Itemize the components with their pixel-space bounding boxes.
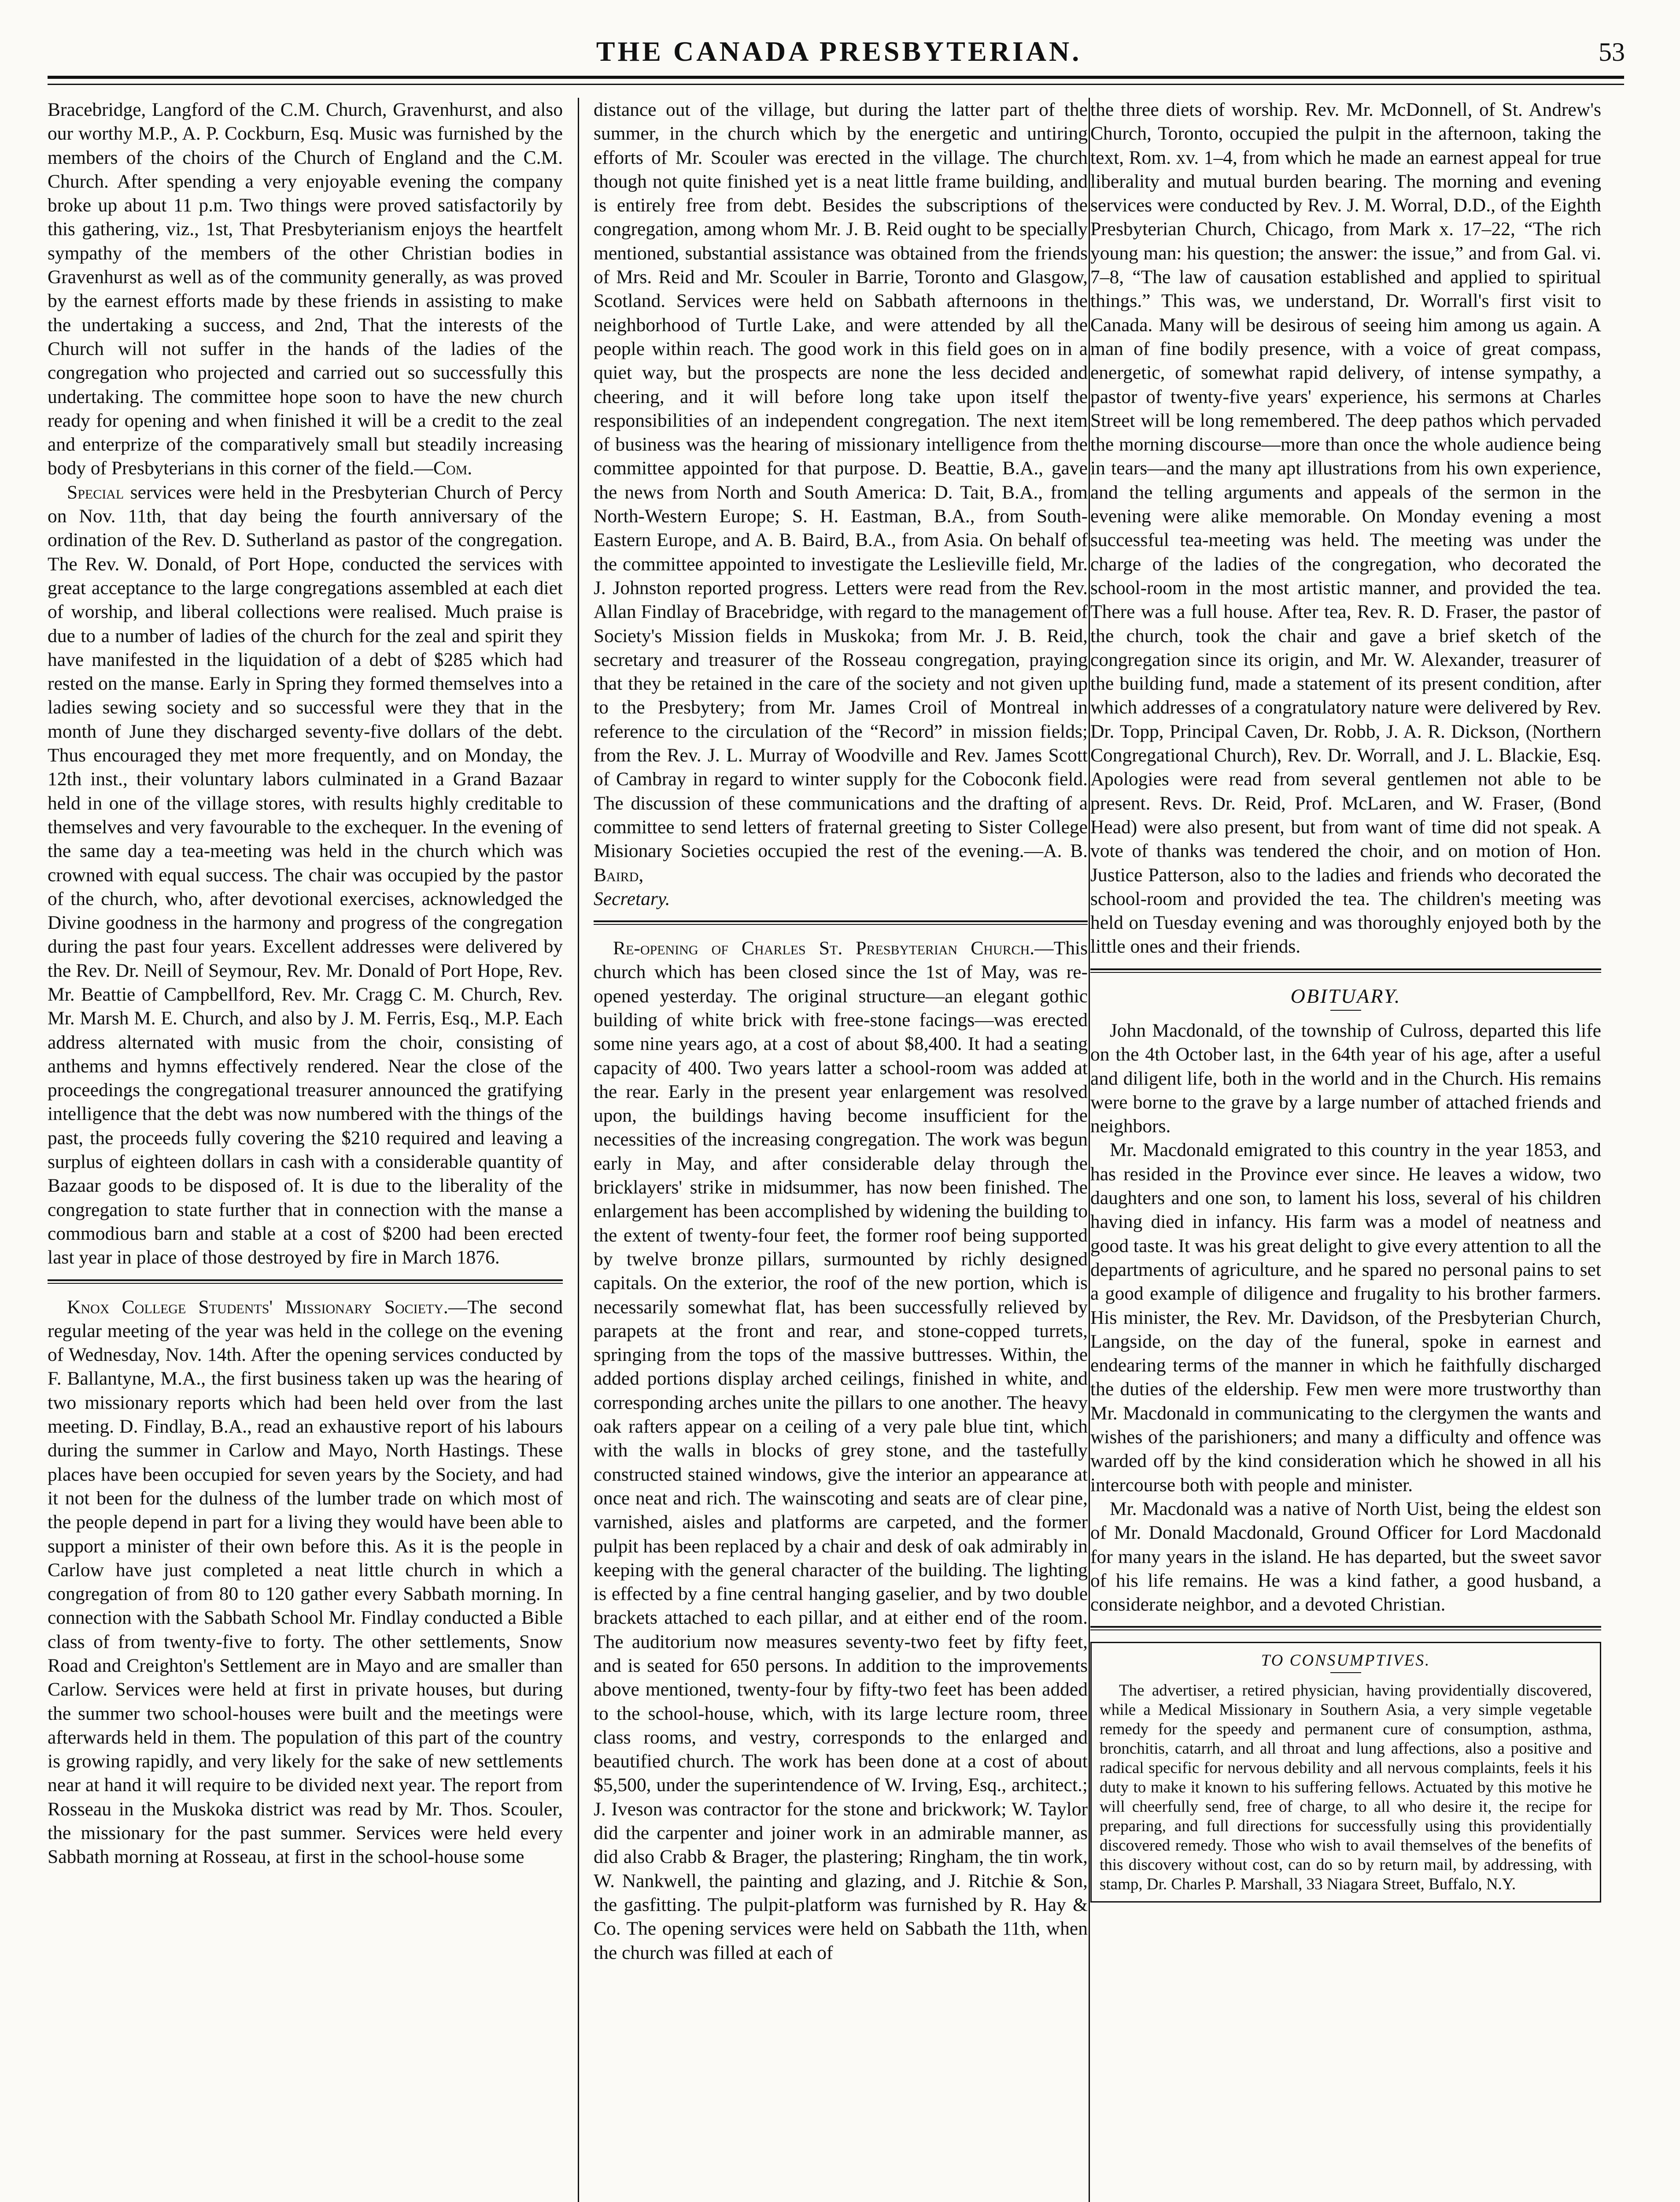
article-separator — [48, 1279, 563, 1284]
obituary-heading: OBITUARY. — [1290, 984, 1401, 1007]
obituary-paragraph: Mr. Macdonald emigrated to this country in the year 1853, and has resided in the Province ever since. He leaves a widow, two daughters and one son, to lament his loss, several of his children having died in infancy. His farm was a model of neatness and good taste. It was his great delight to give every attention to all the departments of agriculture, and he spared no personal pains to set a good example of diligence and frugality to his brother farmers. His minister, the Rev. Mr. Davidson, of the Presbyterian Church, Langside, on the day of the funeral, spoke in earnest and endearing terms of the manner in which he faithfully discharged the duties of the eldership. Few men were more trustworthy than Mr. Macdonald in communicating to the clergymen the wants and wishes of the parishioners; and many a difficulty and offence was warded off by the kind consideration which he showed in all his intercourse both with people and minister. — [1090, 1139, 1601, 1496]
article-paragraph: the three diets of worship. Rev. Mr. McDonnell, of St. Andrew's Church, Toronto, occupied the pulpit in the afternoon, taking the text, Rom. xv. 1–4, from which he made an earnest appeal for true liberality and mutual burden bearing. The morning and evening services were conducted by Rev. J. M. Worral, D.D., of the Eighth Presbyterian Church, Chicago, from Mark x. 17–22, “The rich young man: his question; the answer: the issue,” and from Gal. vi. 7–8, “The law of causation established and applied to spiritual things.” This was, we understand, Dr. Worrall's first visit to Canada. Many will be desirous of seeing him among us again. A man of fine bodily presence, with a voice of great compass, energetic, of somewhat rapid delivery, of intense sympathy, a pastor of twenty-five years' experience, his sermons at Charles Street will be long remembered. The deep pathos which pervaded the morning discourse—more than once the whole audience being in tears—and the many apt illustrations from his own experience, and the telling arguments and appeals of the sermon in the evening were alike memorable. On Monday evening a most successful tea-meeting was held. The meeting was under the charge of the ladies of the congregation, who decorated the school-room in the most artistic manner, and provided the tea. There was a full house. After tea, Rev. R. D. Fraser, the pastor of the church, took the chair and gave a brief sketch of the congregation since its origin, and Mr. W. Alexander, treasurer of the building fund, made a statement of its present condition, after which addresses of a congratulatory nature were delivered by Rev. Dr. Topp, Principal Caven, Dr. Robb, J. A. R. Dickson, (Northern Congregational Church), Rev. Dr. Worrall, and J. L. Blackie, Esq. Apologies were read from several gentlemen not able to be present. Revs. Dr. Reid, Prof. McLaren, and W. Fraser, (Bond Head) were also present, but from want of time did not speak. A vote of thanks was tendered the choir, and on motion of Hon. Justice Patterson, also to the ladies and friends who decorated the school-room and provided the tea. The children's meeting was held on Tuesday evening and was thoroughly enjoyed both by the little ones and their friends. — [1090, 99, 1601, 957]
column-3 — [1090, 98, 1601, 2202]
article-signature: A. B. Baird, — [594, 840, 1088, 886]
advertisement-heading: TO CONSUMPTIVES. — [1261, 1652, 1431, 1670]
masthead-rule-thin — [48, 84, 1624, 85]
article-heading: Re-opening of Charles St. Presbyterian Church. — [613, 938, 1035, 959]
advertisement-text: The advertiser, a retired physician, having providentially discovered, while a Medical Missionary in Southern Asia, a very simple vegetable remedy for the speedy and permanent cure of consumption, asthma, bronchitis, catarrh, and all throat and lung affections, also a positive and radical specific for nervous debility and all nervous complaints, feels it his duty to make it known to his suffering fellows. Actuated by this motive he will cheerfully send, free of charge, to all who desire it, the recipe for preparing, and full directions for successfully using this providentially discovered remedy. Those who wish to avail themselves of the benefits of this discovery without cost, can do so by return mail, by addressing, with stamp, Dr. Charles P. Marshall, 33 Niagara Street, Buffalo, N.Y. — [1100, 1681, 1592, 1894]
article-signature: Com. — [433, 458, 473, 479]
article-separator — [1090, 968, 1601, 973]
obituary-paragraph: John Macdonald, of the township of Culross, departed this life on the 4th October last, in the 64th year of his age, after a useful and diligent life, both in the world and in the Church. His remains were borne to the grave by a large number of attached friends and neighbors. — [1090, 1020, 1601, 1137]
page-number: 53 — [1599, 37, 1625, 67]
heading-rule — [1330, 1672, 1361, 1673]
article-separator — [594, 920, 1088, 925]
article-paragraph — [48, 98, 563, 480]
article-paragraph — [594, 98, 1088, 911]
article-paragraph — [594, 936, 1088, 1965]
column-divider-left — [578, 98, 579, 2202]
article-text: distance out of the village, but during the latter part of the summer, in the church which by the energetic and untiring efforts of Mr. Scouler was erected in the village. The church though not quite finished yet is a neat little frame building, and is entirely free from debt. Besides the subscriptions of the congregation, among whom Mr. J. B. Reid ought to be specially mentioned, substantial assistance was obtained from the friends of Mrs. Reid and Mr. Scouler in Barrie, Toronto and Glasgow, Scotland. Services were held on Sabbath afternoons in the neighborhood of Turtle Lake, and were attended by all the people within reach. The good work in this field goes on in a quiet way, but the prospects are none the less decided and cheering, and it will before long take upon itself the responsibilities of an independent congregation. The next item of business was the hearing of missionary intelligence from the committee appointed for that purpose. D. Beattie, B.A., gave the news from North and South America: D. Tait, B.A., from North-Western Europe; S. H. Eastman, B.A., from South-Eastern Europe, and A. B. Baird, B.A., from Asia. On behalf of the committee appointed to investigate the Leslieville field, Mr. J. Johnston reported progress. Letters were read from the Rev. Allan Findlay of Bracebridge, with regard to the management of Society's Mission fields in Muskoka; from Mr. J. B. Reid, secretary and treasurer of the Rosseau congregation, praying that they be retained in the care of the society and not given up to the Presbytery; from Mr. James Croil of Montreal in reference to the circulation of the “Record” in mission fields; from the Rev. J. L. Murray of Woodville and Rev. James Scott of Cambray in regard to winter supply for the Coboconk field. The discussion of these communications and the drafting of a committee to send letters of fraternal greeting to Sister College Misionary Societies occupied the rest of the evening.— — [594, 99, 1088, 862]
article-heading: Knox College Students' Missionary Society. — [67, 1296, 448, 1318]
signature-title: Secretary. — [594, 888, 670, 909]
article-separator — [1090, 1626, 1601, 1630]
column-divider-right — [1089, 98, 1090, 2202]
masthead-rule-thick — [48, 76, 1624, 79]
advertisement-box — [1090, 1642, 1601, 1903]
article-text: Bracebridge, Langford of the C.M. Church, Gravenhurst, and also our worthy M.P., A. P. Cockburn, Esq. Music was furnished by the members of the choirs of the Church of England and the C.M. Church. After spending a very enjoyable evening the company broke up about 11 p.m. Two things were proved satisfactorily by this gathering, viz., 1st, That Presbyterianism enjoys the heartfelt sympathy of the members of the other Christian bodies in Gravenhurst as well as of the community generally, as was proved by the earnest efforts made by these friends in assisting to make the undertaking a success, and 2nd, That the interests of the Church will not suffer in the hands of the ladies of the congregation who projected and carried out so successfully this undertaking. The committee hope soon to have the new church ready for opening and when finished it will be a credit to the zeal and enterprize of the comparatively small but steadily increasing body of Presbyterians in this corner of the field.— — [48, 99, 563, 479]
article-lead: Special — [67, 481, 124, 503]
article-paragraph — [48, 1295, 563, 1869]
article-paragraph — [48, 480, 563, 1270]
article-text: —This church which has been closed since the 1st of May, was re-opened yesterday. The original structure—an elegant gothic building of white brick with free-stone facings—was erected some nine years ago, at a cost of about $8,400. It had a seating capacity of 400. Two years latter a school-room was added at the rear. Early in the present year enlargement was resolved upon, the buildings having become insufficient for the necessities of the increasing congregation. The work was begun early in May, and after considerable delay through the bricklayers' strike in midsummer, has now been finished. The enlargement has been accomplished by widening the building to the extent of twenty-four feet, the former roof being supported by twelve bronze pillars, surmounted by richly designed capitals. On the exterior, the roof of the new portion, which is necessarily somewhat flat, has been successfully relieved by parapets at the front and rear, and stone-copped turrets, springing from the tops of the massive buttresses. Within, the added portions display arched ceilings, finished in white, and corresponding arches unite the pillars to one another. The heavy oak rafters appear on a ceiling of a very pale blue tint, which with the walls in blocks of grey stone, and the tastefully constructed stained windows, give the interior an appearance at once neat and rich. The wainscoting and seats are of clear pine, varnished, aisles and platforms are carpeted, and the former pulpit has been replaced by a chair and desk of oak admirably in keeping with the general character of the building. The lighting is effected by a fine central hanging gaselier, and by two double brackets attached to each pillar, and at either end of the room. The auditorium now measures seventy-two feet by fifty feet, and is seated for 650 persons. In addition to the improvements above mentioned, twenty-four by fifty-two feet has been added to the school-house, which, with its large lecture room, three class rooms, and vestry, corresponds to the enlarged and beautified church. The work has been done at a cost of about $5,500, under the superintendence of W. Irving, Esq., architect.; J. Iveson was contractor for the stone and brickwork; W. Taylor did the carpenter and joiner work in an admirable manner, as did also Crabb & Brager, the plastering; Ringham, the tin work, W. Nankwell, the painting and glazing, and J. Ritchie & Son, the gasfitting. The pulpit-platform was furnished by R. Hay & Co. The opening services were held on Sabbath the 11th, when the church was filled at each of — [594, 938, 1088, 1963]
column-1 — [48, 98, 563, 2202]
article-text: services were held in the Presbyterian Church of Percy on Nov. 11th, that day being the fourth anniversary of the ordination of the Rev. D. Sutherland as pastor of the congregation. The Rev. W. Donald, of Port Hope, conducted the services with great acceptance to the large congregations assembled at each diet of worship, and liberal collections were realised. Much praise is due to a number of ladies of the church for the zeal and spirit they have manifested in the liquidation of a debt of $285 which had rested on the manse. Early in Spring they formed themselves into a ladies sewing society and so successful were they that in the month of June they discharged seventy-five dollars of the debt. Thus encouraged they met more frequently, and on Monday, the 12th inst., their voluntary labors culminated in a Grand Bazaar held in one of the village stores, with results highly creditable to themselves and very favourable to the exchequer. In the evening of the same day a tea-meeting was held in the church which was crowned with equal success. The chair was occupied by the pastor of the church, who, after devotional exercises, acknowledged the Divine goodness in the harmony and progress of the congregation during the past four years. Excellent addresses were delivered by the Rev. Dr. Neill of Seymour, Rev. Mr. Donald of Port Hope, Rev. Mr. Beattie of Campbellford, Rev. Mr. Cragg C. M. Church, Rev. Mr. Marsh M. E. Church, and also by J. M. Ferris, Esq., M.P. Each address alternated with music from the choir, consisting of anthems and hymns effectively rendered. Near the close of the proceedings the congregational treasurer announced the gratifying intelligence that the debt was now numbered with the things of the past, the proceeds fully covering the $210 required and leaving a surplus of eighteen dollars in cash with a considerable quantity of Bazaar goods to be disposed of. It is due to the liberality of the congregation to state further that in connection with the manse a commodious barn and stable at a cost of $200 had been erected last year in place of those destroyed by fire in March 1876. — [48, 481, 563, 1268]
heading-rule — [1330, 1010, 1361, 1011]
page-title: THE CANADA PRESBYTERIAN. — [596, 36, 1082, 67]
article-text: —The second regular meeting of the year was held in the college on the evening of Wednesday, Nov. 14th. After the opening services conducted by F. Ballantyne, M.A., the first business taken up was the hearing of two missionary reports which had been held over from the last meeting. D. Findlay, B.A., read an exhaustive report of his labours during the summer in Carlow and Mayo, North Hastings. These places have been occupied for seven years by the Society, and had it not been for the dulness of the lumber trade on which most of the people depend in part for a living they would have been able to support a minister of their own before this. As it is the people in Carlow have just completed a neat little church in which a congregation of from 80 to 120 gather every Sabbath morning. In connection with the Sabbath School Mr. Findlay conducted a Bible class of from twenty-five to forty. The other settlements, Snow Road and Creighton's Settlement are in Mayo and are smaller than Carlow. Services were held at first in private houses, but during the summer two school-houses were built and the meetings were afterwards held in them. The population of this part of the country is growing rapidly, and very likely for the sake of new settlements near at hand it will require to be divided next year. The report from Rosseau in the Muskoka district was read by Mr. Thos. Scouler, the missionary for the past summer. Services were held every Sabbath morning at Rosseau, at first in the school-house some — [48, 1296, 563, 1868]
obituary-paragraph: Mr. Macdonald was a native of North Uist, being the eldest son of Mr. Donald Macdonald, Ground Officer for Lord Macdonald for many years in the island. He has departed, but the sweet savor of his life remains. He was a kind father, a good husband, a considerate neighbor, and a devoted Christian. — [1090, 1498, 1601, 1615]
column-2 — [594, 98, 1088, 2202]
